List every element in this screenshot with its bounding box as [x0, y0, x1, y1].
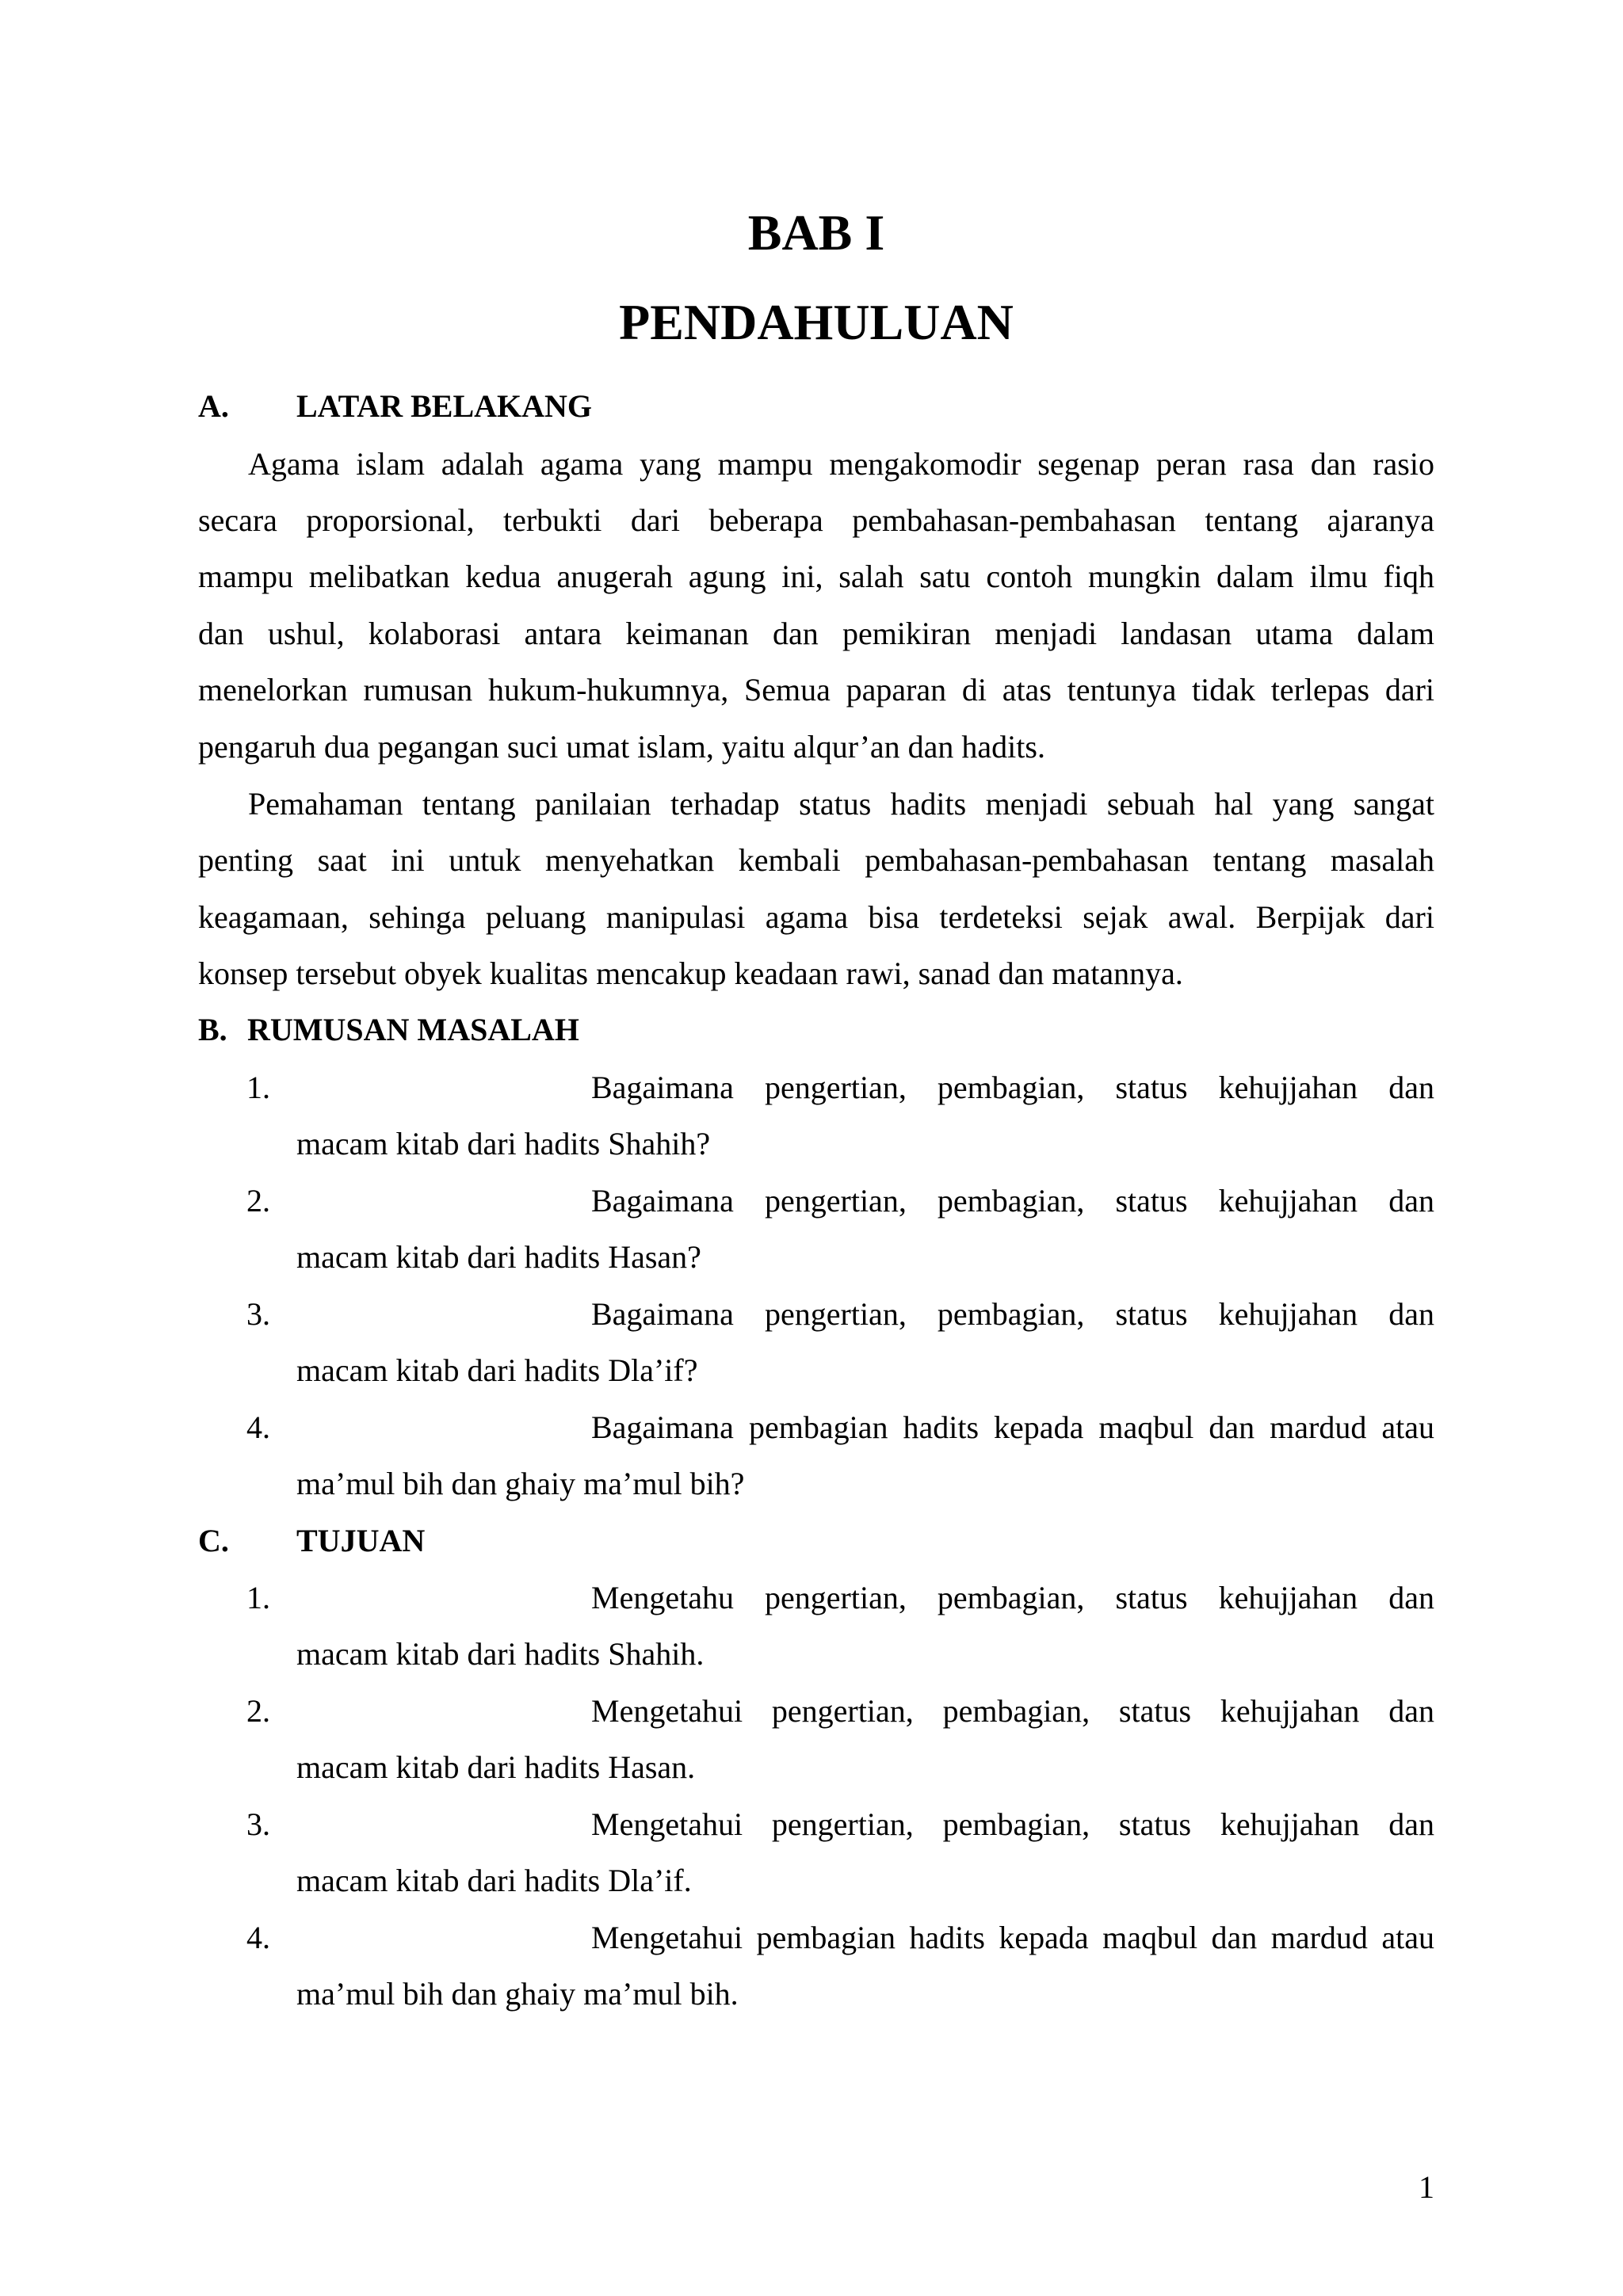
list-item-number: 1. [246, 1580, 270, 1615]
para2-line: keagamaan, sehinga peluang manipulasi agama bisa terdeteksi sejak awal. Berpijak dari [198, 899, 1434, 935]
list-item-number: 4. [246, 1409, 270, 1445]
para1-line: menelorkan rumusan hukum-hukumnya, Semua paparan di atas tentunya tidak terlepas dari [198, 672, 1434, 707]
list-item-line: ma’mul bih dan ghaiy ma’mul bih. [296, 1976, 739, 2012]
list-item-number: 2. [246, 1183, 270, 1219]
list-item-line: Bagaimana pembagian hadits kepada maqbul dan mardud atau [591, 1409, 1434, 1445]
section-c-letter: C. [198, 1523, 229, 1558]
para2-line: konsep tersebut obyek kualitas mencakup keadaan rawi, sanad dan matannya. [198, 955, 1183, 991]
para1-line: mampu melibatkan kedua anugerah agung ini, salah satu contoh mungkin dalam ilmu fiqh [198, 559, 1434, 594]
section-b-heading: RUMUSAN MASALAH [247, 1012, 579, 1047]
list-item-number: 2. [246, 1693, 270, 1729]
para1-line: pengaruh dua pegangan suci umat islam, yaitu alqur’an dan hadits. [198, 729, 1045, 765]
list-item-line: macam kitab dari hadits Shahih? [296, 1126, 711, 1161]
page-number: 1 [1419, 2169, 1434, 2205]
list-item-number: 3. [246, 1806, 270, 1842]
list-item-line: macam kitab dari hadits Hasan. [296, 1749, 696, 1785]
section-a-heading: LATAR BELAKANG [296, 388, 593, 424]
para2-line: penting saat ini untuk menyehatkan kembali pembahasan-pembahasan tentang masalah [198, 842, 1434, 878]
list-item-line: ma’mul bih dan ghaiy ma’mul bih? [296, 1466, 745, 1501]
chapter-subtitle: PENDAHULUAN [619, 294, 1014, 350]
list-item-number: 3. [246, 1296, 270, 1332]
list-item-line: macam kitab dari hadits Dla’if. [296, 1863, 692, 1898]
list-item-number: 1. [246, 1070, 270, 1105]
list-item-line: Mengetahui pengertian, pembagian, status kehujjahan dan [591, 1693, 1434, 1729]
list-item-line: Bagaimana pengertian, pembagian, status kehujjahan dan [591, 1070, 1434, 1105]
list-item-line: Bagaimana pengertian, pembagian, status kehujjahan dan [591, 1296, 1434, 1332]
para1-line: secara proporsional, terbukti dari beberapa pembahasan-pembahasan tentang ajaranya [198, 502, 1434, 538]
list-item-line: macam kitab dari hadits Hasan? [296, 1239, 701, 1275]
list-item-line: Mengetahui pengertian, pembagian, status kehujjahan dan [591, 1806, 1434, 1842]
para1-line: Agama islam adalah agama yang mampu mengakomodir segenap peran rasa dan rasio [248, 446, 1434, 482]
para1-line: dan ushul, kolaborasi antara keimanan dan pemikiran menjadi landasan utama dalam [198, 616, 1434, 651]
list-item-number: 4. [246, 1920, 270, 1955]
list-item-line: macam kitab dari hadits Dla’if? [296, 1352, 698, 1388]
list-item-line: Mengetahui pembagian hadits kepada maqbul dan mardud atau [591, 1920, 1434, 1955]
section-c-heading: TUJUAN [296, 1523, 426, 1558]
chapter-title: BAB I [747, 204, 885, 261]
section-a-letter: A. [198, 388, 229, 424]
list-item-line: macam kitab dari hadits Shahih. [296, 1636, 705, 1672]
list-item-line: Mengetahu pengertian, pembagian, status kehujjahan dan [591, 1580, 1434, 1615]
para2-line: Pemahaman tentang panilaian terhadap status hadits menjadi sebuah hal yang sangat [248, 786, 1434, 822]
list-item-line: Bagaimana pengertian, pembagian, status kehujjahan dan [591, 1183, 1434, 1219]
section-b-letter: B. [198, 1012, 227, 1047]
